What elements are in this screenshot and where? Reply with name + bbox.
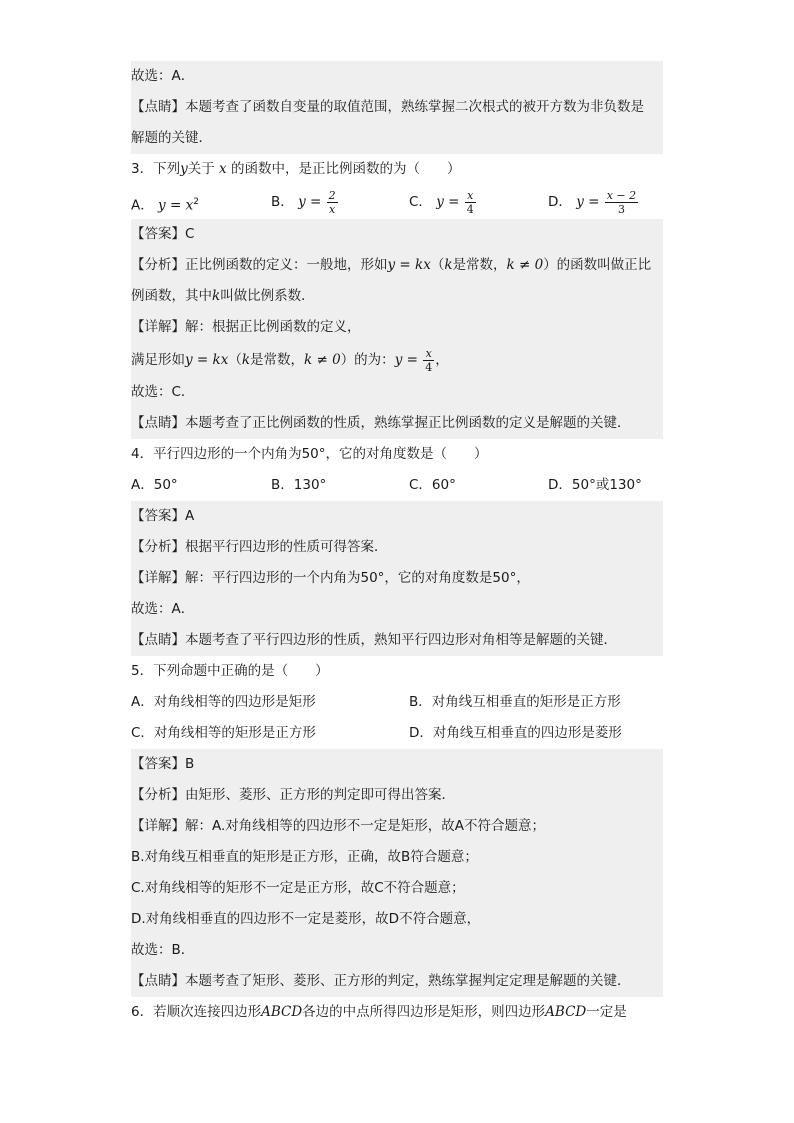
text: 3．下列 bbox=[131, 161, 181, 177]
text: ）的为： bbox=[340, 352, 395, 368]
text: 【点睛】本题考查了正比例函数的性质，熟练掌握正比例函数的定义是解题的关键． bbox=[131, 415, 631, 431]
text: 【答案】B bbox=[131, 756, 195, 772]
option-d: D．50°或130° bbox=[548, 477, 642, 493]
text: 一定是 bbox=[586, 1004, 627, 1020]
math-expr: y = bbox=[298, 194, 322, 210]
comment-line-q3 bbox=[131, 408, 663, 439]
math-expr: y = bbox=[436, 194, 460, 210]
question-5-stem bbox=[131, 656, 663, 687]
text: 【点睛】本题考查了矩形、菱形、正方形的判定，熟练掌握判定定理是解题的关键． bbox=[131, 973, 631, 989]
numerator: x bbox=[423, 348, 434, 361]
fraction bbox=[423, 348, 434, 373]
text: 故选：C． bbox=[131, 384, 195, 400]
text: C.对角线相等的矩形不一定是正方形，故C不符合题意； bbox=[131, 880, 465, 896]
answer-line-q5 bbox=[131, 749, 663, 780]
text: 4．平行四边形的一个内角为50°，它的对角度数是（ ） bbox=[131, 446, 488, 462]
analysis-line-q3-cont bbox=[131, 281, 663, 312]
option-label: D． bbox=[548, 194, 572, 210]
option-label: A． bbox=[131, 197, 154, 214]
text: 【答案】C bbox=[131, 226, 195, 242]
option-a: A．对角线相等的四边形是矩形 bbox=[131, 694, 316, 710]
math-var: ABCD bbox=[545, 1004, 587, 1020]
math-expr: y = bbox=[576, 194, 600, 210]
numerator: 2 bbox=[328, 188, 336, 202]
text: 6．若顺次连接四边形 bbox=[131, 1004, 262, 1020]
comment-line-q4 bbox=[131, 625, 663, 656]
text: 故选：A． bbox=[131, 601, 195, 617]
question-4-stem bbox=[131, 439, 663, 470]
math-expr: y = kx bbox=[185, 352, 229, 368]
text: ）的函数叫做正比 bbox=[543, 257, 652, 273]
text: B.对角线互相垂直的矩形是正方形，正确，故B符合题意； bbox=[131, 849, 478, 865]
text: 【答案】A bbox=[131, 508, 195, 524]
option-label: C． bbox=[409, 194, 432, 210]
option-b: B．对角线互相垂直的矩形是正方形 bbox=[409, 694, 621, 710]
denominator: 4 bbox=[425, 360, 433, 374]
comment-line-q2 bbox=[131, 92, 663, 123]
option-c bbox=[409, 185, 477, 219]
choice-line-q5 bbox=[131, 935, 663, 966]
analysis-line-q4 bbox=[131, 532, 663, 563]
text: 各边的中点所得四边形是矩形，则四边形 bbox=[302, 1004, 546, 1020]
text: 故选：A． bbox=[131, 68, 195, 84]
detail-line-q4 bbox=[131, 563, 663, 594]
question-3-options bbox=[131, 185, 663, 219]
text: 解题的关键． bbox=[131, 130, 212, 146]
math-var: ABCD bbox=[261, 1004, 303, 1020]
math-var: y bbox=[180, 161, 188, 177]
math-expr: k ≠ 0 bbox=[304, 352, 341, 368]
numerator: x − 2 bbox=[606, 188, 637, 202]
text: 【详解】解：A.对角线相等的四边形不一定是矩形，故A不符合题意； bbox=[131, 818, 546, 834]
denominator: x bbox=[328, 202, 336, 216]
text: 【分析】根据平行四边形的性质可得答案． bbox=[131, 539, 388, 555]
text: 是常数， bbox=[250, 352, 305, 368]
comment-line-q5 bbox=[131, 966, 663, 997]
text: 5．下列命题中正确的是（ ） bbox=[131, 663, 329, 679]
text: 的函数中，是正比例函数的为（ ） bbox=[230, 161, 461, 177]
math-expr: y = kx bbox=[387, 257, 431, 273]
numerator: x bbox=[465, 190, 476, 203]
text: （ bbox=[228, 352, 242, 368]
exponent: 2 bbox=[193, 197, 199, 207]
detail-line-q3 bbox=[131, 312, 663, 343]
answer-line-q4 bbox=[131, 501, 663, 532]
choice-line-q3 bbox=[131, 377, 663, 408]
detail-line-q3-cont bbox=[131, 343, 663, 377]
math-expr: k ≠ 0 bbox=[506, 257, 544, 273]
option-d bbox=[548, 185, 639, 219]
math-var: k bbox=[212, 288, 221, 304]
option-b bbox=[271, 185, 339, 219]
math-var: x bbox=[219, 161, 227, 177]
option-label: B． bbox=[271, 194, 294, 210]
comment-line-q2-cont bbox=[131, 123, 663, 154]
text: 【分析】由矩形、菱形、正方形的判定即可得出答案． bbox=[131, 787, 455, 803]
text: 【详解】解：根据正比例函数的定义， bbox=[131, 319, 361, 335]
question-6-stem bbox=[131, 997, 663, 1028]
question-3-stem bbox=[131, 154, 663, 185]
detail-line-q5-c bbox=[131, 873, 663, 904]
choice-line-q4 bbox=[131, 594, 663, 625]
math-var: k bbox=[444, 257, 453, 273]
detail-line-q5 bbox=[131, 811, 663, 842]
detail-line-q5-d bbox=[131, 904, 663, 935]
text: 叫做比例系数． bbox=[220, 288, 315, 304]
option-d: D．对角线互相垂直的四边形是菱形 bbox=[409, 725, 622, 741]
option-b: B．130° bbox=[271, 477, 327, 493]
option-c: C．60° bbox=[409, 477, 456, 493]
math-expr: y = x bbox=[158, 197, 194, 214]
math-var: k bbox=[241, 352, 251, 368]
option-a bbox=[131, 185, 199, 223]
question-5-options-row2 bbox=[131, 718, 663, 749]
option-a: A．50° bbox=[131, 477, 178, 493]
denominator: 3 bbox=[617, 202, 625, 216]
text: D.对角线相垂直的四边形不一定是菱形，故D不符合题意， bbox=[131, 911, 481, 927]
fraction bbox=[465, 190, 476, 215]
detail-line-q5-b bbox=[131, 842, 663, 873]
fraction bbox=[605, 190, 638, 215]
text: 例函数，其中 bbox=[131, 288, 212, 304]
analysis-line-q5 bbox=[131, 780, 663, 811]
option-c: C．对角线相等的矩形是正方形 bbox=[131, 725, 316, 741]
math-expr: y = bbox=[394, 352, 418, 368]
text: （ bbox=[430, 257, 445, 273]
choice-line-q2 bbox=[131, 61, 663, 92]
text: 【点睛】本题考查了平行四边形的性质，熟知平行四边形对角相等是解题的关键． bbox=[131, 632, 617, 648]
text: 关于 bbox=[187, 161, 215, 177]
text: 【点睛】本题考查了函数自变量的取值范围，熟练掌握二次根式的被开方数为非负数是 bbox=[131, 99, 644, 115]
answer-line-q3 bbox=[131, 219, 663, 250]
analysis-line-q3 bbox=[131, 250, 663, 281]
denominator: 4 bbox=[466, 202, 474, 216]
question-4-options bbox=[131, 470, 663, 501]
text: 【详解】解：平行四边形的一个内角为50°，它的对角度数是50°， bbox=[131, 570, 530, 586]
text: ， bbox=[435, 352, 449, 368]
text: 满足形如 bbox=[131, 352, 185, 368]
document-page bbox=[131, 61, 663, 1028]
text: 【分析】正比例函数的定义：一般地，形如 bbox=[131, 257, 388, 273]
text: 故选：B． bbox=[131, 942, 195, 958]
text: 是常数， bbox=[452, 257, 507, 273]
fraction bbox=[327, 190, 338, 215]
question-5-options-row1 bbox=[131, 687, 663, 718]
